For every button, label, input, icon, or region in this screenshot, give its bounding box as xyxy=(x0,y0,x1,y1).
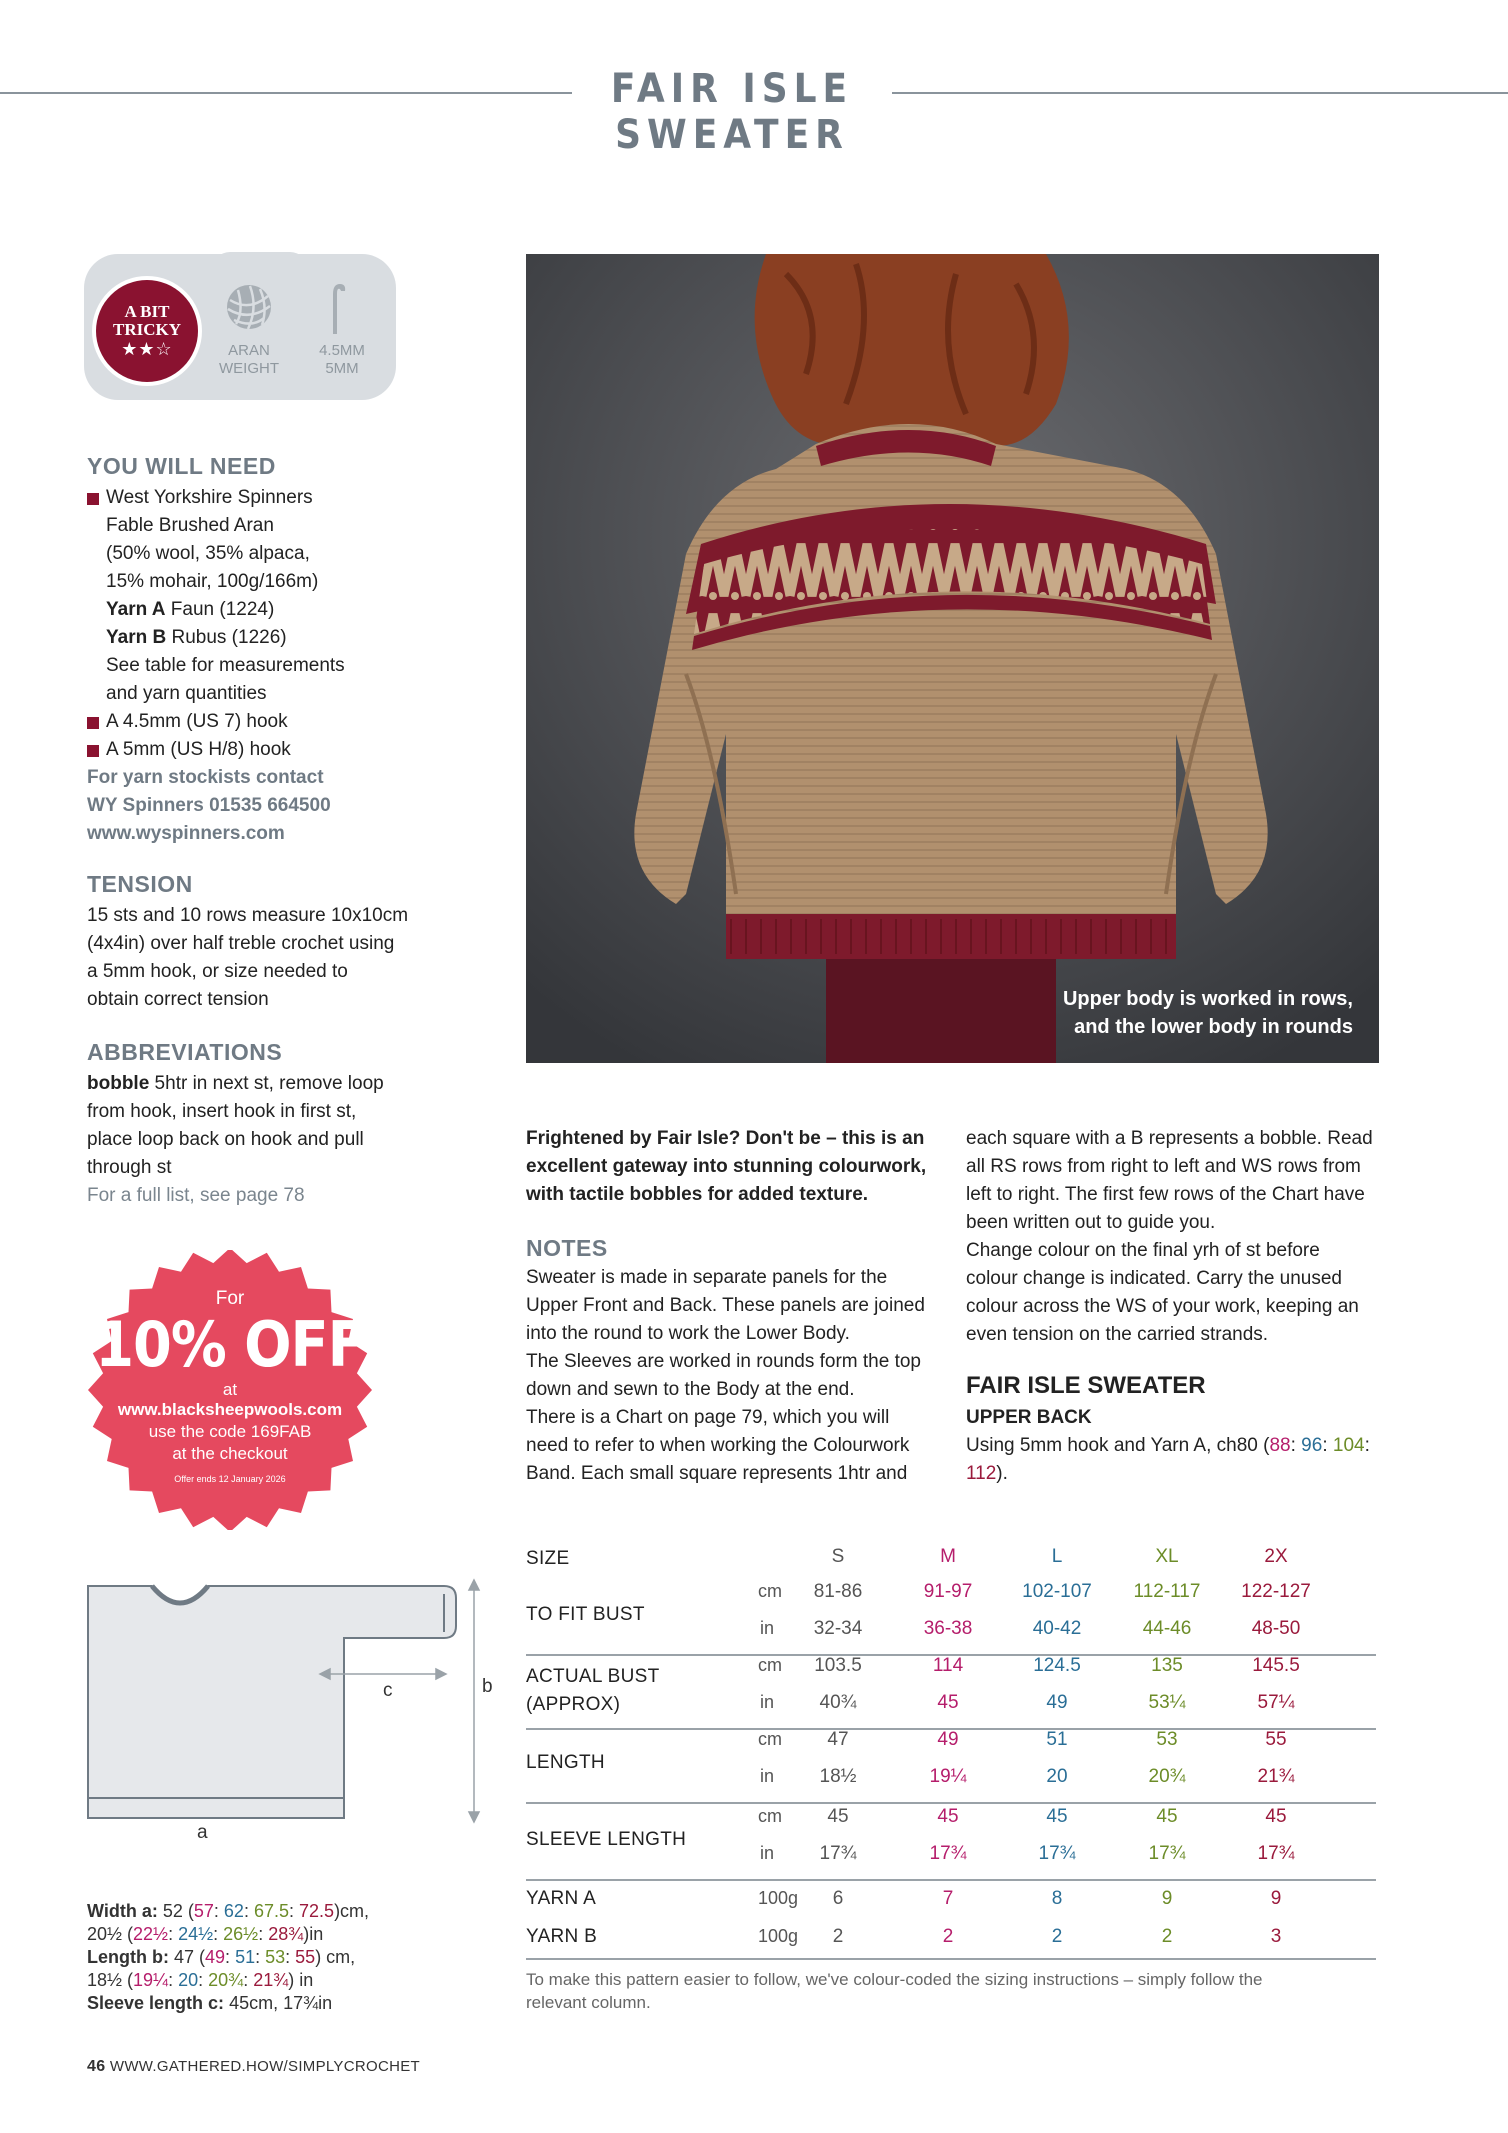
yarn-ball-icon xyxy=(224,282,274,332)
row-label: YARN B xyxy=(526,1926,598,1947)
abbreviations-text: bobble 5htr in next st, remove loop from hook, insert hook in first st, place loop back on hook and pull through st For a full list, see page 78 xyxy=(87,1070,417,1210)
cell-value: 17¾ xyxy=(1038,1843,1076,1864)
offer-for: For xyxy=(215,1288,245,1309)
abbreviations-heading: ABBREVIATIONS xyxy=(87,1039,283,1065)
cell-value: 20¾ xyxy=(1148,1766,1186,1787)
unit-in: in xyxy=(760,1843,775,1863)
offer-headline: 10% OFF xyxy=(95,1308,365,1381)
yarn-b: Yarn B Rubus (1226) xyxy=(106,627,287,648)
cell-value: 122-127 xyxy=(1241,1581,1311,1602)
sweater-diagram xyxy=(84,1574,494,1844)
size-col-s: S xyxy=(831,1546,845,1567)
cell-value: 45 xyxy=(1046,1806,1068,1827)
cell-value: 7 xyxy=(942,1888,954,1909)
cell-value: 53 xyxy=(1156,1729,1178,1750)
yarn-weight-label: ARAN WEIGHT xyxy=(219,342,279,377)
offer-at: at xyxy=(222,1380,238,1399)
cell-value: 2 xyxy=(832,1926,844,1947)
sweater-photo xyxy=(526,254,1379,1063)
hook-1: A 4.5mm (US 7) hook xyxy=(87,708,417,736)
cell-value: 40-42 xyxy=(1032,1618,1082,1639)
table-rule-bottom xyxy=(526,1958,1376,1960)
cell-value: 112-117 xyxy=(1133,1581,1201,1602)
row-label: TO FIT BUST xyxy=(526,1604,645,1625)
offer-code: use the code 169FAB xyxy=(148,1422,312,1441)
cell-value: 17¾ xyxy=(929,1843,967,1864)
size-col-2x: 2X xyxy=(1264,1546,1288,1567)
table-rule xyxy=(526,1879,1376,1881)
difficulty-stars: ★★☆ xyxy=(121,339,173,359)
stockist-link[interactable]: www.wyspinners.com xyxy=(87,823,285,844)
page-title: FAIR ISLE SWEATER xyxy=(610,66,854,158)
cell-value: 47 xyxy=(827,1729,849,1750)
diagram-label-a: a xyxy=(197,1822,208,1843)
cell-value: 51 xyxy=(1046,1729,1068,1750)
cell-value: 8 xyxy=(1051,1888,1063,1909)
you-will-need-heading: YOU WILL NEED xyxy=(87,453,276,479)
cell-value: 45 xyxy=(827,1806,849,1827)
stockist-2: WY Spinners 01535 664500 xyxy=(87,795,331,816)
unit-in: in xyxy=(760,1766,775,1786)
cell-value: 145.5 xyxy=(1252,1655,1300,1676)
stockist-1: For yarn stockists contact xyxy=(87,767,324,788)
diagram-label-b: b xyxy=(482,1676,493,1697)
unit-weight: 100g xyxy=(758,1888,799,1908)
crochet-hook-icon xyxy=(322,280,352,336)
cell-value: 3 xyxy=(1270,1926,1282,1947)
yarn-brand: West Yorkshire Spinners xyxy=(87,484,417,512)
diagram-label-c: c xyxy=(383,1680,393,1701)
cell-value: 53¼ xyxy=(1148,1692,1186,1713)
row-label: LENGTH xyxy=(526,1752,605,1773)
notes-continued: each square with a B represents a bobble. Read all RS rows from right to left and WS rows from left to right. The first few rows of the Chart have been written out to guide you. Change colour on the final yrh of st before colour change is indicated. Carry the unused colour across the WS of your work, keeping an even tension on the carried strands. xyxy=(966,1128,1373,1345)
unit-in: in xyxy=(760,1618,775,1638)
cell-value: 45 xyxy=(937,1806,959,1827)
yarn-composition-1: (50% wool, 35% alpaca, xyxy=(106,543,310,564)
abbr-term: bobble xyxy=(87,1073,150,1094)
cell-value: 45 xyxy=(937,1692,959,1713)
cell-value: 9 xyxy=(1161,1888,1173,1909)
table-note-2: and yarn quantities xyxy=(106,683,267,704)
cell-value: 81-86 xyxy=(813,1581,863,1602)
size-col-xl: XL xyxy=(1155,1546,1179,1567)
unit-in: in xyxy=(760,1692,775,1712)
cell-value: 49 xyxy=(937,1729,959,1750)
cell-value: 135 xyxy=(1151,1655,1183,1676)
offer-ends: Offer ends 12 January 2026 xyxy=(174,1474,286,1484)
size-header: SIZE xyxy=(526,1548,570,1569)
yarn-a: Yarn A Faun (1224) xyxy=(106,599,275,620)
table-rule xyxy=(526,1802,1376,1804)
cell-value: 17¾ xyxy=(1257,1843,1295,1864)
tension-heading: TENSION xyxy=(87,871,193,897)
cell-value: 103.5 xyxy=(814,1655,862,1676)
cell-value: 48-50 xyxy=(1251,1618,1301,1639)
offer-site: www.blacksheepwools.com xyxy=(117,1400,343,1419)
difficulty-badge xyxy=(96,280,198,382)
cell-value: 19¼ xyxy=(929,1766,967,1787)
pattern-instruction: Using 5mm hook and Yarn A, ch80 (88: 96: 104: 112). xyxy=(966,1435,1370,1484)
header-rule-right xyxy=(892,92,1508,94)
cell-value: 45 xyxy=(1156,1806,1178,1827)
tension-text: 15 sts and 10 rows measure 10x10cm (4x4in) over half treble crochet using a 5mm hook, or size needed to obtain correct tension xyxy=(87,905,409,1010)
cell-value: 49 xyxy=(1046,1692,1068,1713)
row-label: YARN A xyxy=(526,1888,597,1909)
cell-value: 2 xyxy=(1051,1926,1063,1947)
cell-value: 36-38 xyxy=(923,1618,973,1639)
offer-checkout: at the checkout xyxy=(172,1444,288,1463)
table-note-1: See table for measurements xyxy=(106,655,345,676)
yarn-composition-2: 15% mohair, 100g/166m) xyxy=(106,571,319,592)
cell-value: 21¾ xyxy=(1257,1766,1295,1787)
unit-weight: 100g xyxy=(758,1926,799,1946)
unit-cm: cm xyxy=(758,1655,782,1675)
page-footer xyxy=(87,2058,420,2076)
sweater-illustration xyxy=(526,254,1379,1063)
row-label: (APPROX) xyxy=(526,1694,621,1715)
row-label: ACTUAL BUST xyxy=(526,1666,660,1687)
pattern-subheading: UPPER BACK xyxy=(966,1407,1092,1428)
cell-value: 17¾ xyxy=(1148,1843,1186,1864)
cell-value: 32-34 xyxy=(813,1618,863,1639)
intro-text: Frightened by Fair Isle? Don't be – this is an excellent gateway into stunning colourwork, with tactile bobbles for added texture. xyxy=(526,1128,927,1205)
cell-value: 18½ xyxy=(819,1766,857,1787)
difficulty-line1: A BIT xyxy=(124,302,170,321)
cell-value: 44-46 xyxy=(1142,1618,1192,1639)
footer-url[interactable]: WWW.GATHERED.HOW/SIMPLYCROCHET xyxy=(105,2058,420,2075)
full-list-link[interactable]: For a full list, see page 78 xyxy=(87,1185,305,1206)
cell-value: 114 xyxy=(932,1655,964,1676)
cell-value: 40¾ xyxy=(819,1692,857,1713)
difficulty-line2: TRICKY xyxy=(112,320,181,339)
hook-size-label: 4.5MM 5MM xyxy=(319,342,365,377)
hook-2: A 5mm (US H/8) hook xyxy=(87,736,417,764)
page-number: 46 xyxy=(87,2058,106,2075)
size-col-l: L xyxy=(1051,1546,1063,1567)
photo-caption: Upper body is worked in rows, and the lower body in rounds xyxy=(1062,988,1353,1038)
cell-value: 45 xyxy=(1265,1806,1287,1827)
cell-value: 2 xyxy=(942,1926,954,1947)
notes-text: Sweater is made in separate panels for the Upper Front and Back. These panels are joined into the round to work the Lower Body. The Sleeves are worked in rounds form the top down and sewn to the Body at the end. There is a Chart on page 79, which you will need to refer to when working the Colourwork Band. Each small square represents 1htr and xyxy=(526,1267,925,1484)
cell-value: 20 xyxy=(1046,1766,1068,1787)
cell-value: 55 xyxy=(1265,1729,1287,1750)
discount-offer[interactable] xyxy=(86,1250,374,1530)
notes-heading: NOTES xyxy=(526,1235,608,1261)
cell-value: 102-107 xyxy=(1022,1581,1092,1602)
unit-cm: cm xyxy=(758,1729,782,1749)
cell-value: 9 xyxy=(1270,1888,1282,1909)
cell-value: 17¾ xyxy=(819,1843,857,1864)
pattern-heading: FAIR ISLE SWEATER xyxy=(966,1372,1206,1399)
table-footnote: To make this pattern easier to follow, we've colour-coded the sizing instructions – simply follow the relevant column. xyxy=(526,1970,1263,2012)
unit-cm: cm xyxy=(758,1581,782,1601)
header-rule-left xyxy=(0,92,572,94)
cell-value: 2 xyxy=(1161,1926,1173,1947)
yarn-name: Fable Brushed Aran xyxy=(106,515,274,536)
you-will-need-list xyxy=(87,484,417,848)
size-col-m: M xyxy=(940,1546,956,1567)
unit-cm: cm xyxy=(758,1806,782,1826)
row-label: SLEEVE LENGTH xyxy=(526,1829,687,1850)
measurements: Width a: 52 (57: 62: 67.5: 72.5)cm, 20½ (22½: 24½: 26½: 28¾)in Length b: 47 (49: 51: 53: 55) cm, 18½ (19¼: 20: 20¾: 21¾) in Sleeve length c: 45cm, 17¾in xyxy=(87,1901,370,2013)
cell-value: 124.5 xyxy=(1033,1655,1081,1676)
cell-value: 6 xyxy=(832,1888,844,1909)
cell-value: 57¼ xyxy=(1257,1692,1295,1713)
cell-value: 91-97 xyxy=(923,1581,973,1602)
